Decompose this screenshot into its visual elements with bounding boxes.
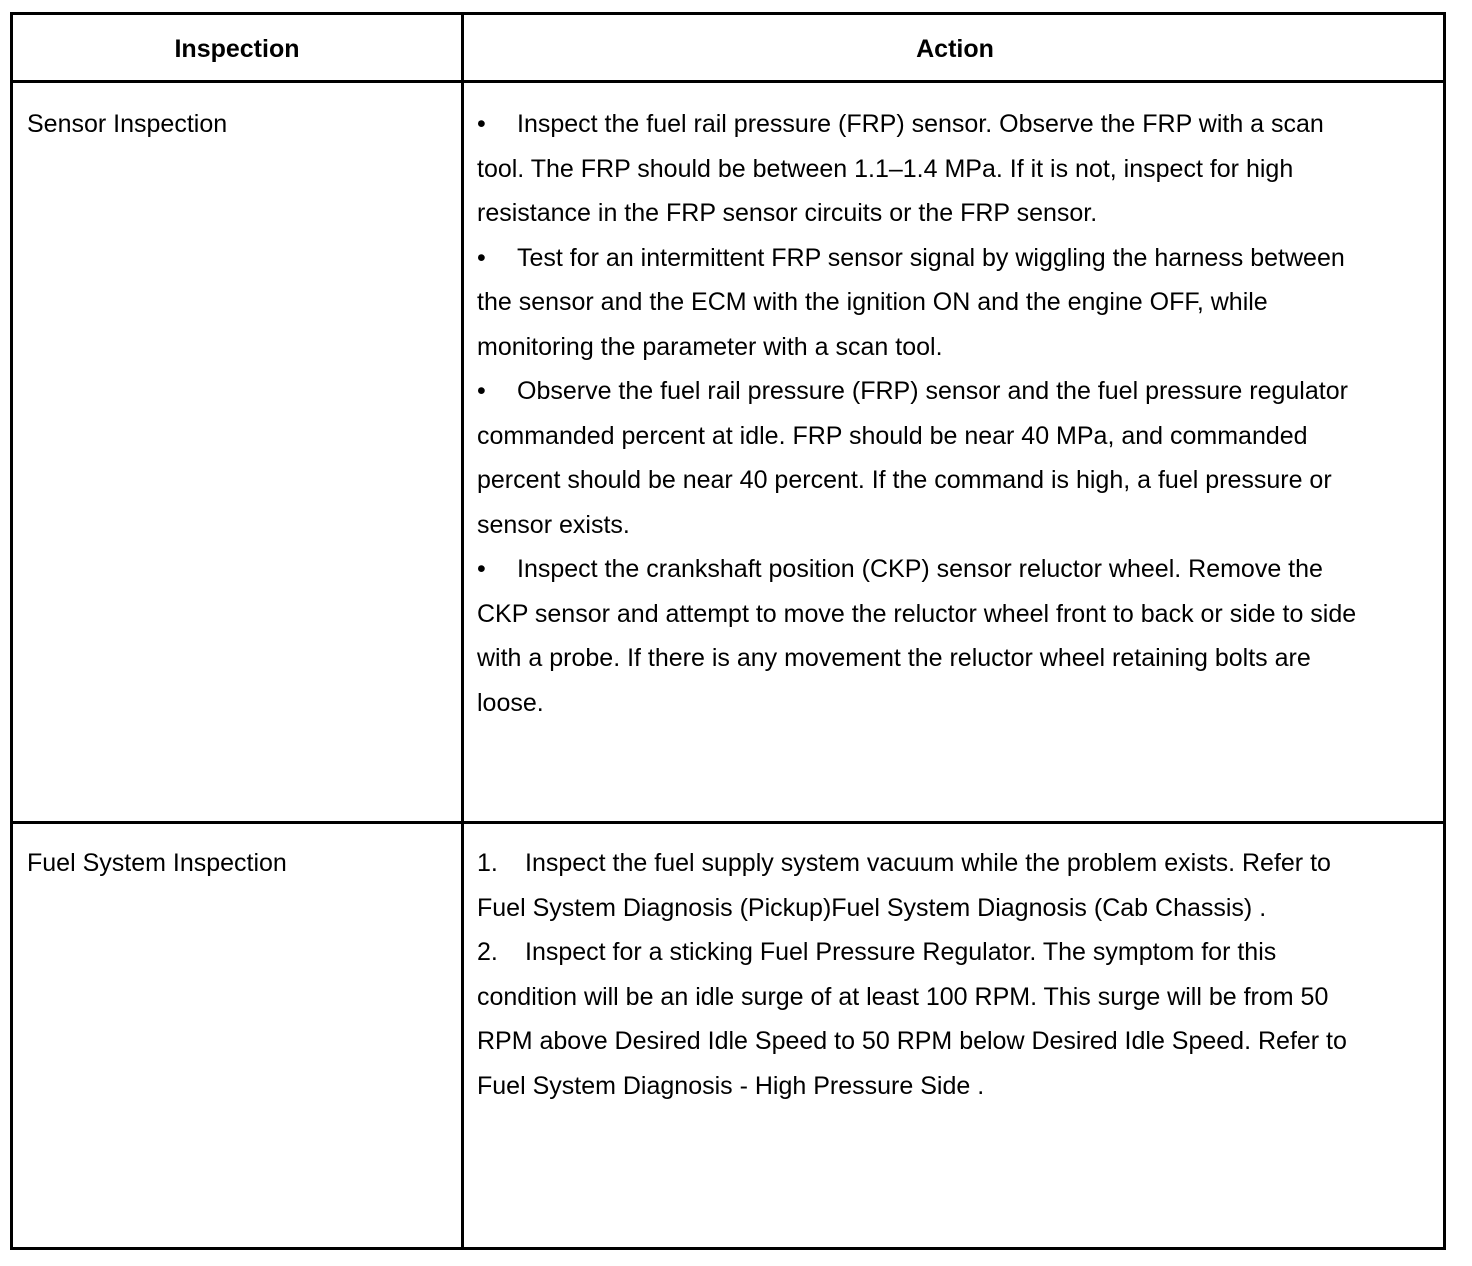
bullet-marker: •	[477, 110, 486, 138]
header-action: Action	[916, 35, 994, 63]
action-text: Test for an intermittent FRP sensor signal by wiggling the harness between the sensor and the ECM with the ignition ON and the engine OFF, while monitoring the parameter with a scan tool.	[477, 243, 1345, 361]
action-item	[477, 236, 1377, 370]
action-text: Observe the fuel rail pressure (FRP) sensor and the fuel pressure regulator commanded percent at idle. FRP should be near 40 MPa, and commanded percent should be near 40 percent. If the command is high, a fuel pressure or sensor exists.	[477, 377, 1348, 539]
bullet-marker: •	[477, 555, 486, 583]
action-text: Inspect for a sticking Fuel Pressure Regulator. The symptom for this condition will be an idle surge of at least 100 RPM. This surge will be from 50 RPM above Desired Idle Speed to 50 RPM below Desired Idle Speed. Refer to Fuel System Diagnosis - High Pressure Side .	[477, 938, 1347, 1100]
action-text: Inspect the fuel rail pressure (FRP) sensor. Observe the FRP with a scan tool. The FRP should be between 1.1–1.4 MPa. If it is not, inspect for high resistance in the FRP sensor circuits or the FRP sensor.	[477, 110, 1324, 227]
action-item	[477, 930, 1377, 1108]
action-text: Inspect the crankshaft position (CKP) sensor reluctor wheel. Remove the CKP sensor and attempt to move the reluctor wheel front to back or side to side with a probe. If there is any movement the reluctor wheel retaining bolts are loose.	[477, 555, 1357, 717]
action-item	[477, 102, 1377, 236]
header-inspection: Inspection	[174, 35, 300, 63]
step-number: 2.	[477, 938, 498, 966]
row-divider	[13, 821, 1443, 824]
table-header-row	[13, 15, 1443, 83]
step-number: 1.	[477, 849, 498, 877]
action-item	[477, 841, 1377, 930]
row2-actions	[477, 841, 1377, 1108]
row2-inspection: Fuel System Inspection	[27, 849, 287, 877]
bullet-marker: •	[477, 377, 486, 405]
bullet-marker: •	[477, 243, 486, 272]
column-divider	[461, 15, 464, 1247]
inspection-table	[10, 12, 1446, 1250]
row1-inspection: Sensor Inspection	[27, 110, 228, 138]
action-text: Inspect the fuel supply system vacuum while the problem exists. Refer to Fuel System Diagnosis (Pickup)Fuel System Diagnosis (Cab Chassis) .	[477, 849, 1331, 922]
action-item	[477, 547, 1377, 725]
row1-actions	[477, 102, 1377, 725]
action-item	[477, 369, 1377, 547]
